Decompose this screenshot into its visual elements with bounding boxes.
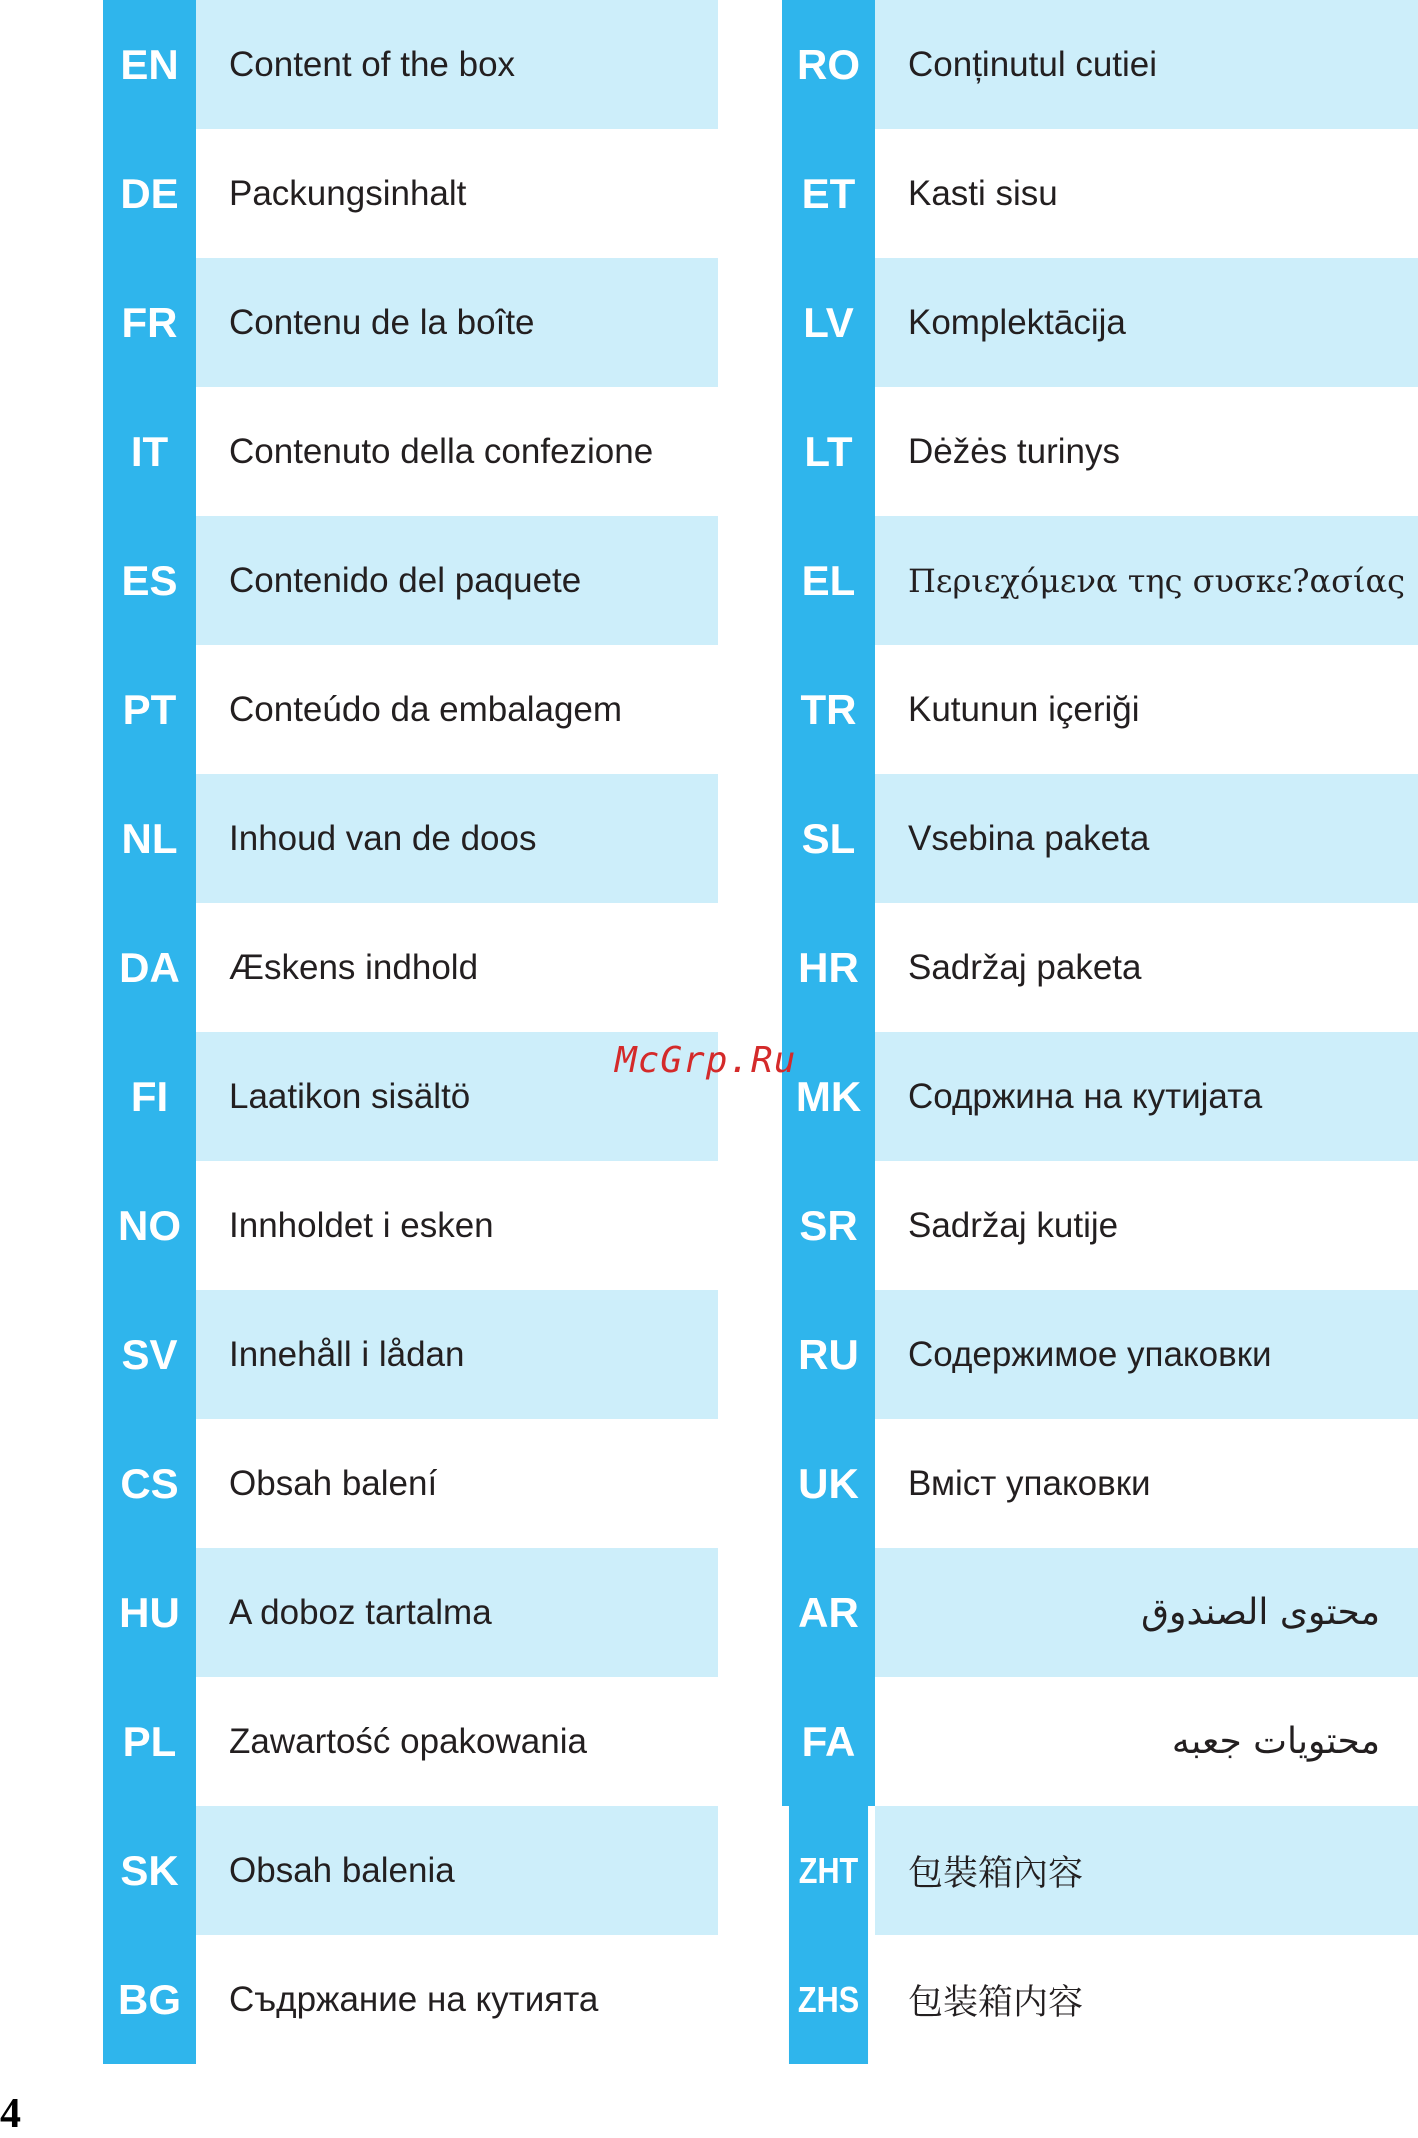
language-code: NL — [103, 774, 196, 903]
language-code: SV — [103, 1290, 196, 1419]
language-row-pt — [103, 645, 718, 774]
language-label: Laatikon sisältö — [196, 1032, 718, 1161]
language-label: محتویات جعبه — [1171, 1721, 1380, 1762]
language-code: FI — [103, 1032, 196, 1161]
language-label: Contenuto della confezione — [229, 431, 654, 471]
language-row-sl — [782, 774, 1418, 903]
language-row-nl — [103, 774, 718, 903]
language-row-cs — [103, 1419, 718, 1548]
language-label: Obsah balenia — [196, 1806, 718, 1935]
page-number: 4 — [0, 2091, 21, 2137]
language-label: Съдржание на кутията — [229, 1979, 599, 2019]
language-code: NO — [103, 1161, 196, 1290]
language-label: Contenido del paquete — [196, 516, 718, 645]
language-code: AR — [782, 1548, 875, 1677]
language-row-ru — [782, 1290, 1418, 1419]
language-label: Content of the box — [196, 0, 718, 129]
language-row-ro — [782, 0, 1418, 129]
language-code: ET — [782, 129, 875, 258]
language-row-fa — [782, 1677, 1418, 1806]
language-code: SK — [103, 1806, 196, 1935]
language-label: Contenu de la boîte — [196, 258, 718, 387]
language-label: 包裝箱內容 — [875, 1806, 1418, 1935]
language-row-lv — [782, 258, 1418, 387]
language-code: LV — [782, 258, 875, 387]
language-row-pl — [103, 1677, 718, 1806]
language-code: RO — [782, 0, 875, 129]
language-row-no — [103, 1161, 718, 1290]
language-row-zhs — [782, 1935, 1418, 2064]
language-label: 包装箱内容 — [908, 1982, 1084, 2022]
language-code: FR — [103, 258, 196, 387]
language-code: DE — [103, 129, 196, 258]
language-code: ZHS — [789, 1935, 868, 2064]
language-label: Содржина на кутијата — [875, 1032, 1418, 1161]
language-row-es — [103, 516, 718, 645]
language-row-sv — [103, 1290, 718, 1419]
language-code: TR — [782, 645, 875, 774]
language-row-uk — [782, 1419, 1418, 1548]
language-row-zht — [782, 1806, 1418, 1935]
language-label: Komplektācija — [875, 258, 1418, 387]
language-row-sr — [782, 1161, 1418, 1290]
language-code: MK — [782, 1032, 875, 1161]
language-row-el — [782, 516, 1418, 645]
language-label: Zawartość opakowania — [229, 1721, 587, 1761]
language-label: Содержимое упаковки — [875, 1290, 1418, 1419]
language-row-fr — [103, 258, 718, 387]
language-label: Æskens indhold — [229, 947, 479, 987]
language-label: Innehåll i lådan — [196, 1290, 718, 1419]
language-code: DA — [103, 903, 196, 1032]
language-code: FA — [782, 1677, 875, 1806]
language-row-hr — [782, 903, 1418, 1032]
language-row-de — [103, 129, 718, 258]
language-label: Kutunun içeriği — [908, 689, 1140, 729]
language-code: EL — [782, 516, 875, 645]
language-code: PL — [103, 1677, 196, 1806]
language-row-it — [103, 387, 718, 516]
language-code: IT — [103, 387, 196, 516]
language-code: PT — [103, 645, 196, 774]
language-label: Conținutul cutiei — [875, 0, 1418, 129]
language-row-da — [103, 903, 718, 1032]
watermark: McGrp.Ru — [615, 1040, 797, 1081]
language-row-ar — [782, 1548, 1418, 1677]
language-code: CS — [103, 1419, 196, 1548]
language-code: ES — [103, 516, 196, 645]
language-label: Packungsinhalt — [229, 173, 467, 213]
language-label: Vsebina paketa — [875, 774, 1418, 903]
language-row-sk — [103, 1806, 718, 1935]
language-row-et — [782, 129, 1418, 258]
language-code: BG — [103, 1935, 196, 2064]
language-label: Sadržaj paketa — [908, 947, 1142, 987]
language-code: RU — [782, 1290, 875, 1419]
language-code: SR — [782, 1161, 875, 1290]
language-code: ZHT — [789, 1806, 868, 1935]
language-label: Kasti sisu — [908, 173, 1058, 213]
left-language-column — [103, 0, 718, 2064]
language-row-tr — [782, 645, 1418, 774]
language-label: A doboz tartalma — [196, 1548, 718, 1677]
language-code: SL — [782, 774, 875, 903]
language-label: محتوى الصندوق — [875, 1548, 1418, 1677]
language-row-lt — [782, 387, 1418, 516]
language-code: LT — [782, 387, 875, 516]
language-label: Innholdet i esken — [229, 1205, 494, 1245]
language-row-mk — [782, 1032, 1418, 1161]
language-label: Conteúdo da embalagem — [229, 689, 623, 729]
language-code: UK — [782, 1419, 875, 1548]
language-row-en — [103, 0, 718, 129]
language-code: HR — [782, 903, 875, 1032]
language-label: Sadržaj kutije — [908, 1205, 1119, 1245]
language-label: Вміст упаковки — [908, 1463, 1151, 1503]
language-code: HU — [103, 1548, 196, 1677]
language-label: Dėžės turinys — [908, 431, 1121, 471]
language-label: Περιεχόμενα της συσκε?ασίας — [875, 516, 1418, 645]
right-language-column — [782, 0, 1418, 2064]
language-label: Obsah balení — [229, 1463, 438, 1503]
language-label: Inhoud van de doos — [196, 774, 718, 903]
language-row-bg — [103, 1935, 718, 2064]
language-code: EN — [103, 0, 196, 129]
language-row-hu — [103, 1548, 718, 1677]
